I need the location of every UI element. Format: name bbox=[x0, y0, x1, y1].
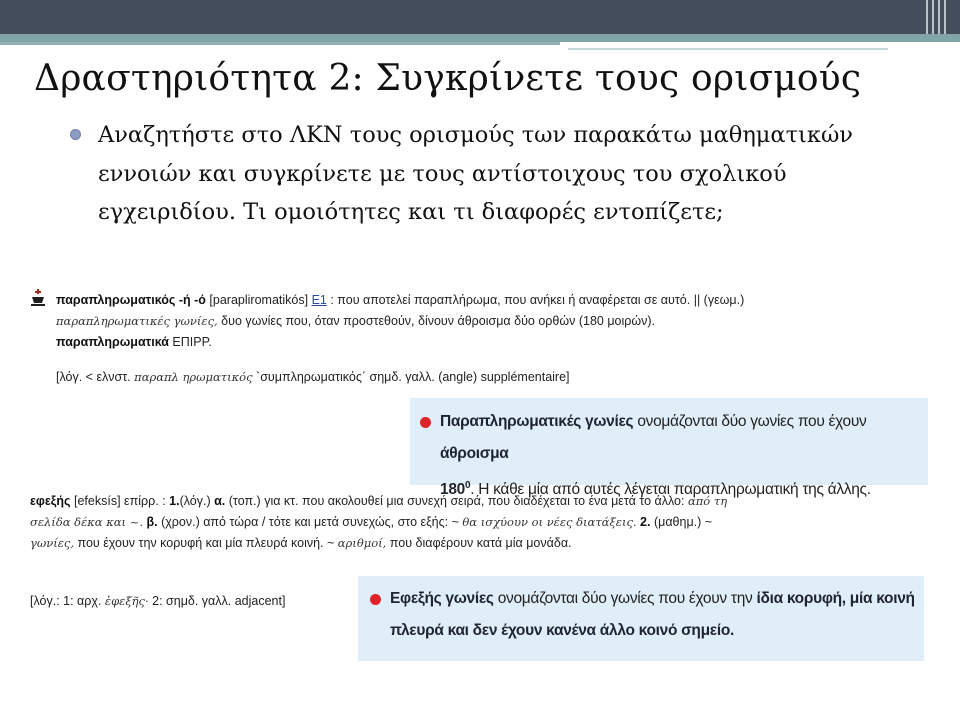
entry2-etym-word: ἐφεξῆς· bbox=[104, 594, 149, 608]
box1-value: 180 bbox=[440, 481, 465, 499]
box1-term: Παραπληρωματικές γωνίες bbox=[440, 413, 634, 430]
entry2-sense-2-def: (μαθημ.) ~ bbox=[653, 515, 713, 529]
entry2-pronunciation: [efeksís] επίρρ. : bbox=[74, 494, 166, 508]
entry2-sense-2-example-b: αριθμοί, bbox=[337, 536, 387, 550]
bullet-icon bbox=[70, 129, 81, 140]
textbook-definition-box-adjacent bbox=[358, 576, 924, 661]
slide-accent-line-right bbox=[568, 48, 888, 50]
dictionary-entry-paraplirοmatikos bbox=[56, 290, 756, 353]
box1-text-b: . Η κάθε μία από αυτές λέγεται παραπληρωματική της άλλης. bbox=[470, 481, 871, 499]
entry2-etym-a: [λόγ.: 1: αρχ. bbox=[30, 594, 102, 608]
entry1-etym-a: [λόγ. < ελνστ. bbox=[56, 370, 131, 384]
entry1-pronunciation: [paraplirοmatikós] bbox=[209, 293, 309, 307]
box2-emphasis: ίδια κορυφή, μία κοινή πλευρά και δεν έχουν κανένα άλλο κοινό σημείο. bbox=[390, 590, 915, 639]
entry2-sense-2-def-b: που έχουν την κορυφή και μία πλευρά κοινή. ~ bbox=[77, 536, 335, 550]
bullet-text: Αναζητήστε στο ΛΚΝ τους ορισμούς των παρακάτω μαθηματικών εννοιών και συγκρίνετε με τους αντίστοιχους του σχολικού εγχειριδίου. Τι ομοιότητες και τι διαφορές εντοπίζετε; bbox=[98, 122, 853, 225]
entry2-sense-2: 2. bbox=[640, 515, 651, 529]
box1-emphasis: άθροισμα bbox=[440, 445, 509, 462]
entry1-definition: : που αποτελεί παραπλήρωμα, που ανήκει ή αναφέρεται σε αυτό. || (γεωμ.) bbox=[330, 293, 745, 307]
box1-degree-mark: 0 bbox=[464, 480, 471, 491]
slide-title: Δραστηριότητα 2: Συγκρίνετε τους ορισμούς bbox=[34, 58, 862, 99]
slide-accent-line bbox=[0, 42, 560, 45]
box2-text bbox=[390, 583, 918, 647]
slide-accent-band bbox=[0, 34, 960, 42]
box2-term: Εφεξής γωνίες bbox=[390, 590, 494, 607]
slide-corner-decoration bbox=[926, 0, 952, 34]
entry1-grammar-link[interactable]: Ε1 bbox=[311, 293, 327, 307]
entry2-sense-b: β. bbox=[146, 515, 158, 529]
entry1-etym-b: `συμπληρωματικός΄ σημδ. γαλλ. (angle) supplémentaire] bbox=[256, 370, 570, 384]
entry2-etym-b: 2: σημδ. γαλλ. adjacent] bbox=[152, 594, 286, 608]
box1-text-a: ονομάζονται δύο γωνίες που έχουν bbox=[633, 413, 867, 430]
dictionary-entry-efeksis bbox=[30, 491, 750, 554]
entry2-sense-a: α. bbox=[214, 494, 226, 508]
red-bullet-icon bbox=[370, 594, 381, 605]
entry1-etymology bbox=[56, 367, 756, 388]
entry1-etym-word: παραπλ ηρωματικός bbox=[134, 370, 253, 384]
entry2-sense-1-tag: (λόγ.) bbox=[179, 494, 211, 508]
entry1-headword: παραπληρωματικός -ή -ό bbox=[56, 293, 206, 307]
entry2-sense-a-example: από τη σελίδα δέκα και ~. bbox=[30, 494, 728, 529]
entry1-adverb-tag: ΕΠΙΡΡ. bbox=[172, 335, 212, 349]
entry2-sense-2-example: γωνίες, bbox=[30, 536, 75, 550]
slide-top-bar bbox=[0, 0, 960, 34]
box2-text-a: ονομάζονται δύο γωνίες που έχουν την bbox=[493, 590, 757, 607]
entry2-etymology bbox=[30, 591, 350, 612]
entry2-sense-b-example: θα ισχύουν οι νέες διατάξεις. bbox=[462, 515, 637, 529]
entry2-sense-2-def-c: που διαφέρουν κατά μία μονάδα. bbox=[389, 536, 572, 550]
entry2-headword: εφεξής bbox=[30, 494, 71, 508]
textbook-definition-box-supplementary bbox=[410, 398, 928, 499]
entry2-sense-1: 1. bbox=[169, 494, 180, 508]
dictionary-entry-icon bbox=[30, 289, 46, 307]
entry1-adverb: παραπληρωματικά bbox=[56, 335, 169, 349]
red-bullet-icon bbox=[420, 417, 431, 428]
entry1-definition-b: δυο γωνίες που, όταν προστεθούν, δίνουν άθροισμα δύο ορθών (180 μοιρών). bbox=[221, 314, 656, 328]
entry1-example: παραπληρωματικές γωνίες, bbox=[56, 314, 218, 328]
entry2-sense-a-def: (τοπ.) για κτ. που ακολουθεί μια συνεχή σειρά, που διαδέχεται το ένα μετά το άλλο: bbox=[228, 494, 685, 508]
entry2-sense-b-def: (χρον.) από τώρα / τότε και μετά συνεχώς, στο εξής: ~ bbox=[161, 515, 459, 529]
